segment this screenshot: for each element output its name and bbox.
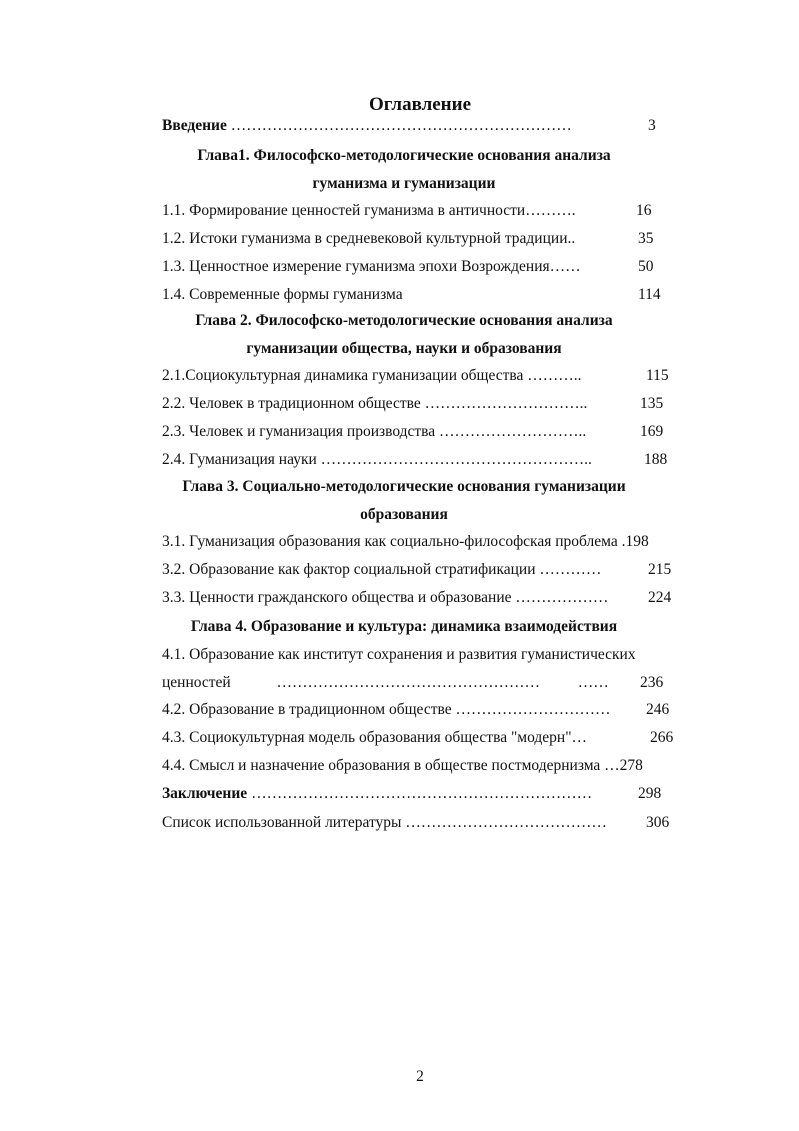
toc-entry: 2.3. Человек и гуманизация производства ……………………….. bbox=[162, 423, 587, 440]
toc-entry-page: 115 bbox=[646, 367, 669, 384]
toc-entry-intro bbox=[162, 116, 572, 136]
intro-page: 3 bbox=[648, 117, 656, 134]
chapter4-title: Глава 4. Образование и культура: динамика взаимодействия bbox=[190, 618, 618, 635]
intro-label: Введение bbox=[162, 117, 227, 134]
toc-entry-page: 169 bbox=[640, 423, 664, 440]
toc-entry-page: 135 bbox=[640, 395, 664, 412]
toc-entry-page: 215 bbox=[648, 561, 672, 578]
chapter1-title-line1: Глава1. Философско-методологические основания анализа bbox=[197, 147, 611, 164]
toc-entry: 2.1.Социокультурная динамика гуманизации общества ……….. bbox=[162, 367, 582, 384]
toc-entry: 2.4. Гуманизация науки …………………………………………….. bbox=[162, 451, 592, 468]
toc-entry-page: 114 bbox=[638, 286, 661, 303]
toc-entry-dots: …………………………………………… bbox=[276, 674, 540, 691]
toc-entry-references: Список использованной литературы ………………………………… bbox=[162, 814, 607, 831]
toc-entry bbox=[162, 673, 609, 693]
toc-entry-page: 246 bbox=[646, 701, 670, 718]
page-number: 2 bbox=[416, 1068, 424, 1085]
toc-entry-page: 188 bbox=[644, 451, 668, 468]
toc-entry-text: ценностей bbox=[162, 674, 231, 691]
toc-entry: 3.2. Образование как фактор социальной стратификации ………… bbox=[162, 561, 602, 578]
toc-entry: 3.3. Ценности гражданского общества и образование ……………… bbox=[162, 589, 609, 606]
toc-entry: 2.2. Человек в традиционном обществе ………………………….. bbox=[162, 395, 588, 412]
toc-entry: 1.2. Истоки гуманизма в средневековой культурной традиции.. bbox=[162, 230, 576, 247]
toc-entry-page: 35 bbox=[638, 230, 654, 247]
toc-entry: 4.4. Смысл и назначение образования в обществе постмодернизма …278 bbox=[162, 757, 643, 774]
toc-entry: 4.3. Социокультурная модель образования общества "модерн"… bbox=[162, 729, 588, 746]
chapter3-title-line1: Глава 3. Социально-методологические основания гуманизации bbox=[182, 478, 626, 495]
toc-entry-dots: …… bbox=[577, 674, 609, 691]
conclusion-dots: ………………………………………………………… bbox=[251, 785, 593, 802]
chapter3-title-line2: образования bbox=[360, 506, 448, 523]
toc-entry: 1.4. Современные формы гуманизма bbox=[162, 286, 403, 303]
toc-entry-page: 224 bbox=[648, 589, 672, 606]
toc-entry: 4.1. Образование как институт сохранения и развития гуманистических bbox=[162, 646, 636, 663]
chapter2-title-line1: Глава 2. Философско-методологические основания анализа bbox=[195, 312, 613, 329]
toc-entry-page: 50 bbox=[638, 258, 654, 275]
intro-dots: ………………………………………………………… bbox=[230, 117, 572, 134]
toc-entry-page: 266 bbox=[650, 729, 674, 746]
toc-entry-conclusion bbox=[162, 784, 592, 804]
conclusion-page: 298 bbox=[638, 785, 662, 802]
toc-title: Оглавление bbox=[368, 94, 472, 115]
toc-entry: 3.1. Гуманизация образования как социально-философская проблема .198 bbox=[162, 533, 649, 550]
chapter2-title-line2: гуманизации общества, науки и образования bbox=[246, 340, 562, 357]
toc-entry-page: 236 bbox=[640, 674, 664, 691]
toc-entry-page: 16 bbox=[636, 202, 652, 219]
conclusion-label: Заключение bbox=[162, 785, 248, 802]
toc-entry: 1.3. Ценностное измерение гуманизма эпохи Возрождения…… bbox=[162, 258, 581, 275]
toc-entry: 4.2. Образование в традиционном обществе ………………………… bbox=[162, 701, 611, 718]
toc-entry: 1.1. Формирование ценностей гуманизма в античности………. bbox=[162, 202, 576, 219]
references-page: 306 bbox=[646, 814, 670, 831]
chapter1-title-line2: гуманизма и гуманизации bbox=[312, 175, 496, 192]
